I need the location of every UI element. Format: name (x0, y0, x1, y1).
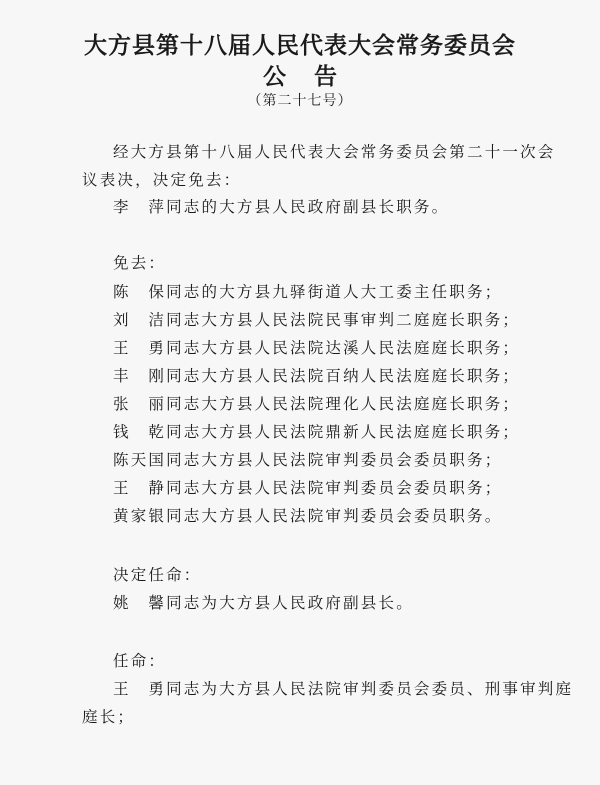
dismiss-heading: 免去： (113, 254, 167, 272)
intro-paragraph-line1: 经大方县第十八届人民代表大会常务委员会第二十一次会 (113, 143, 556, 161)
dismiss-government-item: 李 萍同志的大方县人民政府副县长职务。 (113, 198, 450, 216)
document-subtitle: 公告 (263, 64, 365, 90)
announcement-number: （第二十七号） (247, 93, 353, 109)
list-item: 刘 洁同志大方县人民法院民事审判二庭庭长职务； (113, 311, 521, 329)
list-item: 丰 刚同志大方县人民法院百纳人民法庭庭长职务； (113, 367, 521, 385)
list-item: 张 丽同志大方县人民法院理化人民法庭庭长职务； (113, 395, 521, 413)
list-item: 钱 乾同志大方县人民法院鼎新人民法庭庭长职务； (113, 423, 521, 441)
list-item: 陈 保同志的大方县九驿街道人大工委主任职务； (113, 283, 503, 301)
appoint-government-item: 姚 馨同志为大方县人民政府副县长。 (113, 594, 414, 612)
appoint-item-line2: 庭长； (82, 708, 136, 726)
list-item: 王 勇同志大方县人民法院达溪人民法庭庭长职务； (113, 339, 521, 357)
intro-paragraph-line2: 议表决，决定免去： (82, 171, 242, 189)
document-title: 大方县第十八届人民代表大会常务委员会 (84, 33, 516, 59)
list-item: 陈天国同志大方县人民法院审判委员会委员职务； (113, 451, 503, 469)
decide-appoint-heading: 决定任命： (113, 566, 202, 584)
appoint-heading: 任命： (113, 652, 167, 670)
appoint-item-line1: 王 勇同志为大方县人民法院审判委员会委员、刑事审判庭 (113, 680, 574, 698)
list-item: 王 静同志大方县人民法院审判委员会委员职务； (113, 479, 503, 497)
list-item: 黄家银同志大方县人民法院审判委员会委员职务。 (113, 507, 503, 525)
